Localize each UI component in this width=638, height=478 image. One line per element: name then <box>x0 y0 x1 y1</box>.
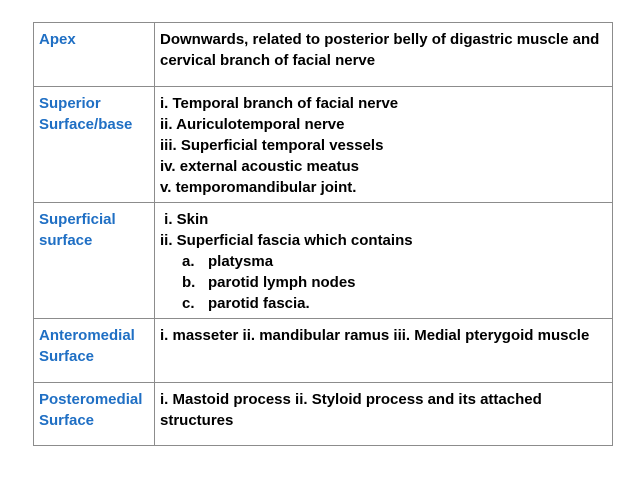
row-label-text: Anteromedial <box>39 327 135 344</box>
sub-list <box>160 251 607 314</box>
sub-list-item <box>182 293 607 314</box>
row-label-text: Surface/base <box>39 116 133 133</box>
list-item: ii. Auriculotemporal nerve <box>160 116 345 133</box>
list-item: i. Skin <box>160 211 209 228</box>
table-row-superior-surface <box>34 87 613 203</box>
row-content-apex <box>155 23 613 87</box>
row-label-superficial-surface <box>34 203 155 319</box>
row-content-superior-surface <box>155 87 613 203</box>
row-label-text: Surface <box>39 412 95 429</box>
list-item: i. Temporal branch of facial nerve <box>160 95 399 112</box>
row-label-anteromedial-surface <box>34 319 155 383</box>
parotid-surfaces-table <box>33 22 613 446</box>
table-row-posteromedial-surface <box>34 383 613 446</box>
table-row-anteromedial-surface <box>34 319 613 383</box>
row-content-text: i. masseter ii. mandibular ramus iii. Medial pterygoid muscle <box>160 327 590 344</box>
table-row-apex <box>34 23 613 87</box>
row-content-text: Downwards, related to posterior belly of digastric muscle and cervical branch of facial nerve <box>160 31 600 69</box>
sub-list-item <box>182 272 607 293</box>
sub-list-text: parotid lymph nodes <box>208 274 356 291</box>
row-content-text: i. Mastoid process ii. Styloid process and its attached structures <box>160 391 542 429</box>
row-content-anteromedial-surface <box>155 319 613 383</box>
sub-list-marker: c. <box>182 295 195 312</box>
row-label-apex <box>34 23 155 87</box>
row-label-text: Superior <box>39 95 101 112</box>
sub-list-marker: b. <box>182 274 196 291</box>
row-label-superior-surface <box>34 87 155 203</box>
row-label-text: Superficial <box>39 211 116 228</box>
list-item: iii. Superficial temporal vessels <box>160 137 384 154</box>
list-item: ii. Superficial fascia which contains <box>160 232 413 249</box>
sub-list-marker: a. <box>182 253 195 270</box>
row-label-posteromedial-surface <box>34 383 155 446</box>
row-content-posteromedial-surface <box>155 383 613 446</box>
list-item: iv. external acoustic meatus <box>160 158 359 175</box>
sub-list-item <box>182 251 607 272</box>
row-label-text: Surface <box>39 348 95 365</box>
list-item: v. temporomandibular joint. <box>160 179 357 196</box>
table-row-superficial-surface <box>34 203 613 319</box>
sub-list-text: parotid fascia. <box>208 295 310 312</box>
row-content-superficial-surface <box>155 203 613 319</box>
sub-list-text: platysma <box>208 253 274 270</box>
row-label-text: surface <box>39 232 93 249</box>
row-label-text: Apex <box>39 31 76 48</box>
row-label-text: Posteromedial <box>39 391 143 408</box>
